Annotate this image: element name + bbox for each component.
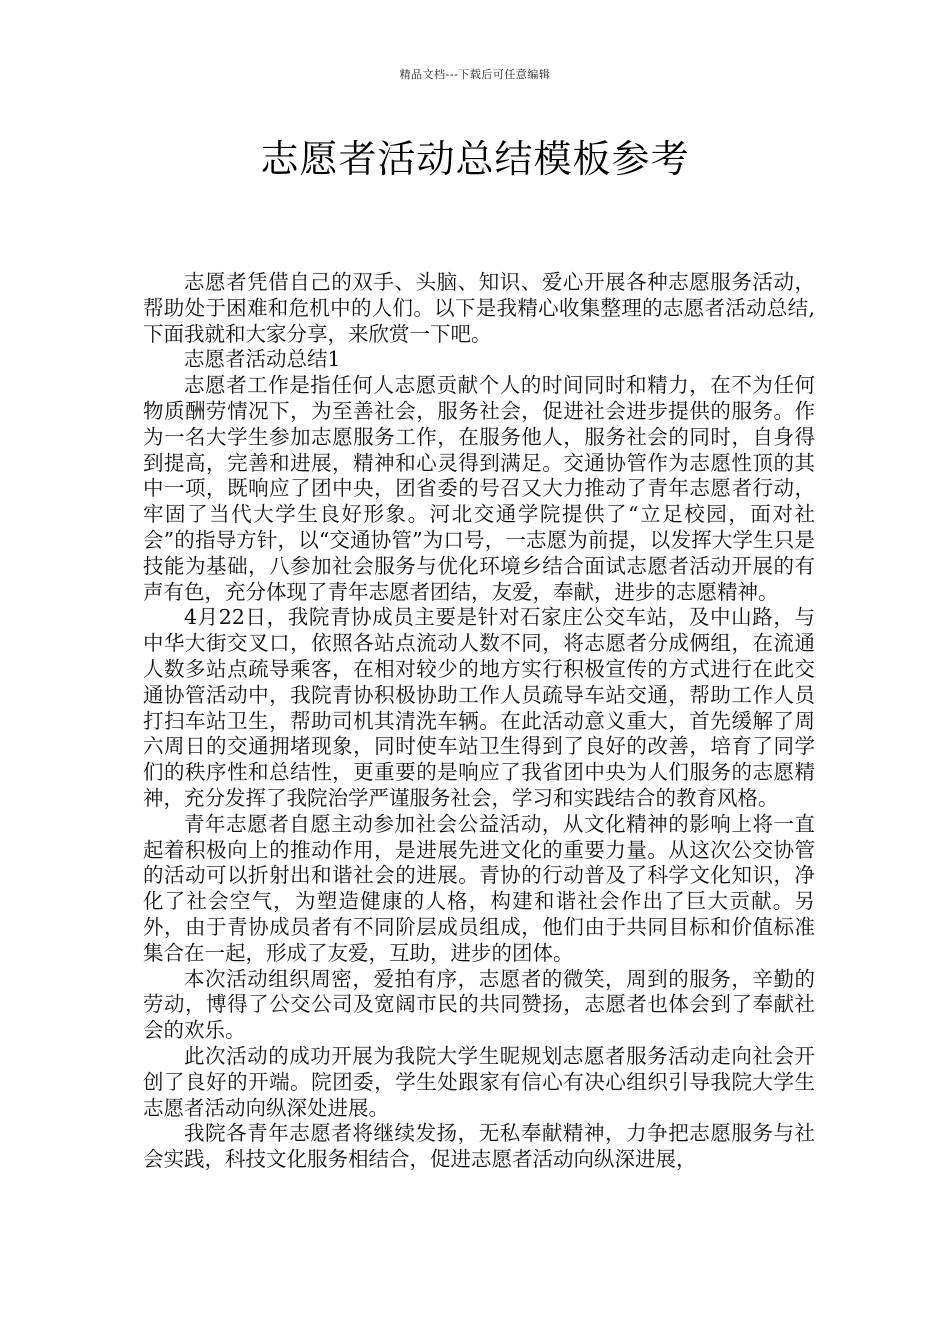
- header-note: 精品文档---下载后可任意编辑: [399, 68, 551, 81]
- document-body: [143, 270, 815, 1173]
- body-paragraph: 青年志愿者自愿主动参加社会公益活动，从文化精神的影响上将一直起着积极向上的推动作用，是进展先进文化的重要力量。从这次公交协管的活动可以折射出和谐社会的进展。青协的行动普及了科学文化知识，净化了社会空气，为塑造健康的人格，构建和谐社会作出了巨大贡献。另外，由于青协成员者有不同阶层成员组成，他们由于共同目标和价值标准集合在一起，形成了友爱，互助，进步的团体。: [143, 811, 815, 965]
- body-paragraph: 此次活动的成功开展为我院大学生昵规划志愿者服务活动走向社会开创了良好的开端。院团委，学生处跟家有信心有决心组织引导我院大学生志愿者活动向纵深处进展。: [143, 1043, 815, 1120]
- body-paragraph: 我院各青年志愿者将继续发扬，无私奉献精神，力争把志愿服务与社会实践，科技文化服务相结合，促进志愿者活动向纵深进展，: [143, 1121, 815, 1172]
- document-title: 志愿者活动总结模板参考: [260, 137, 690, 181]
- body-paragraph: 4月22日，我院青协成员主要是针对石家庄公交车站，及中山路，与中华大街交叉口，依照各站点流动人数不同，将志愿者分成俩组，在流通人数多站点疏导乘客，在相对较少的地方实行积极宣传的方式进行在此交通协管活动中，我院青协积极协助工作人员疏导车站交通，帮助工作人员打扫车站卫生，帮助司机其清洗车辆。在此活动意义重大，首先缓解了周六周日的交通拥堵现象，同时使车站卫生得到了良好的改善，培育了同学们的秩序性和总结性，更重要的是响应了我省团中央为人们服务的志愿精神，充分发挥了我院治学严谨服务社会，学习和实践结合的教育风格。: [143, 605, 815, 810]
- body-paragraph: 志愿者工作是指任何人志愿贡献个人的时间同时和精力，在不为任何物质酬劳情况下，为至善社会，服务社会，促进社会进步提供的服务。作为一名大学生参加志愿服务工作，在服务他人，服务社会的同时，自身得到提高，完善和进展，精神和心灵得到满足。交通协管作为志愿性顶的其中一项，既响应了团中央，团省委的号召又大力推动了青年志愿者行动，牢固了当代大学生良好形象。河北交通学院提供了“立足校园，面对社会”的指导方针，以“交通协管”为口号，一志愿为前提，以发挥大学生只是技能为基础，八参加社会服务与优化环境乡结合面试志愿者活动开展的有声有色，充分体现了青年志愿者团结，友爱，奉献，进步的志愿精神。: [143, 373, 815, 604]
- intro-paragraph: 志愿者凭借自己的双手、头脑、知识、爱心开展各种志愿服务活动，帮助处于困难和危机中的人们。以下是我精心收集整理的志愿者活动总结,下面我就和大家分享，来欣赏一下吧。: [143, 270, 815, 346]
- section-heading: 志愿者活动总结1: [184, 347, 341, 372]
- body-paragraph: 本次活动组织周密，爱拍有序，志愿者的微笑，周到的服务，辛勤的劳动，博得了公交公司及宽阔市民的共同赞扬，志愿者也体会到了奉献社会的欢乐。: [143, 966, 815, 1043]
